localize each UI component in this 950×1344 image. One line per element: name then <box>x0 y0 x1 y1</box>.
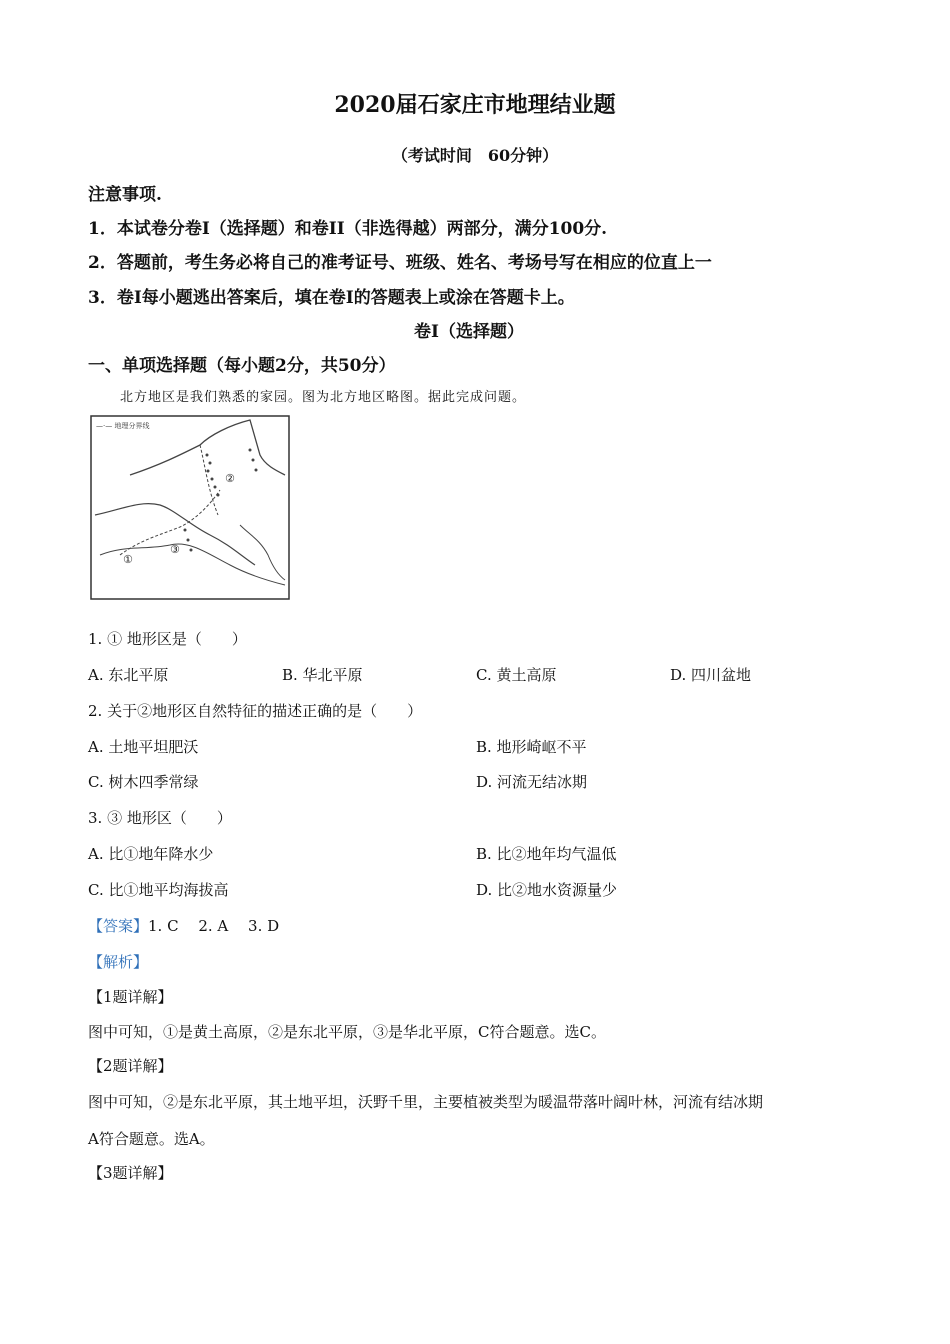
detail-2-label: 【2题详解】 <box>88 1057 173 1075</box>
answer-label: 【答案】 <box>88 917 149 935</box>
detail-1-label: 【1题详解】 <box>88 988 173 1006</box>
answer-row <box>88 915 279 936</box>
analysis-label: 【解析】 <box>88 953 149 971</box>
section-title: 卷Ⅰ（选择题） <box>414 322 524 342</box>
question-1-stem: 1. ① 地形区是（ ） <box>88 630 247 648</box>
map-legend: —·— 地理分界线 <box>96 422 150 430</box>
map-mark-3: ③ <box>170 543 180 556</box>
detail-2-text-line2: A符合题意。选A。 <box>88 1130 215 1148</box>
notice-item-2: 2．答题前，考生务必将自己的准考证号、班级、姓名、考场号写在相应的位直上一 <box>88 253 712 273</box>
answer-text: 1. C 2. A 3. D <box>148 917 280 935</box>
q2-option-a: A. 土地平坦肥沃 <box>88 738 199 756</box>
map-mark-1: ① <box>123 553 133 566</box>
question-2-stem: 2. 关于②地形区自然特征的描述正确的是（ ） <box>88 702 423 720</box>
exam-title: 2020届石家庄市地理结业题 <box>334 92 616 118</box>
q2-option-d: D. 河流无结冰期 <box>476 773 588 791</box>
q1-option-b: B. 华北平原 <box>282 666 363 684</box>
detail-3-label: 【3题详解】 <box>88 1164 173 1182</box>
notice-item-3: 3．卷Ⅰ每小题逃出答案后，填在卷Ⅰ的答题表上或涂在答题卡上。 <box>88 288 575 308</box>
q3-option-c: C. 比①地平均海拔高 <box>88 881 229 899</box>
q2-option-b: B. 地形崎岖不平 <box>476 738 587 756</box>
q3-option-d: D. 比②地水资源量少 <box>476 881 618 899</box>
intro-text: 北方地区是我们熟悉的家园。图为北方地区略图。据此完成问题。 <box>120 390 527 405</box>
north-region-map <box>90 415 290 600</box>
q2-option-c: C. 树木四季常绿 <box>88 773 199 791</box>
q3-option-a: A. 比①地年降水少 <box>88 845 214 863</box>
part-title: 一、单项选择题（每小题2分，共50分） <box>88 356 396 376</box>
q1-option-a: A. 东北平原 <box>88 666 169 684</box>
notice-heading: 注意事项. <box>88 185 162 205</box>
map-mark-2: ② <box>225 472 235 485</box>
q1-option-c: C. 黄土高原 <box>476 666 557 684</box>
question-3-stem: 3. ③ 地形区（ ） <box>88 809 232 827</box>
exam-subtitle: （考试时间 60分钟） <box>391 146 559 165</box>
notice-item-1: 1．本试卷分卷Ⅰ（选择题）和卷II（非选得越）两部分，满分100分. <box>88 219 608 239</box>
detail-1-text: 图中可知，①是黄土高原，②是东北平原，③是华北平原，C符合题意。选C。 <box>88 1023 606 1041</box>
q1-option-d: D. 四川盆地 <box>670 666 752 684</box>
q3-option-b: B. 比②地年均气温低 <box>476 845 617 863</box>
detail-2-text-line1: 图中可知，②是东北平原，其土地平坦，沃野千里，主要植被类型为暖温带落叶阔叶林，河流有结冰期 <box>88 1093 764 1111</box>
